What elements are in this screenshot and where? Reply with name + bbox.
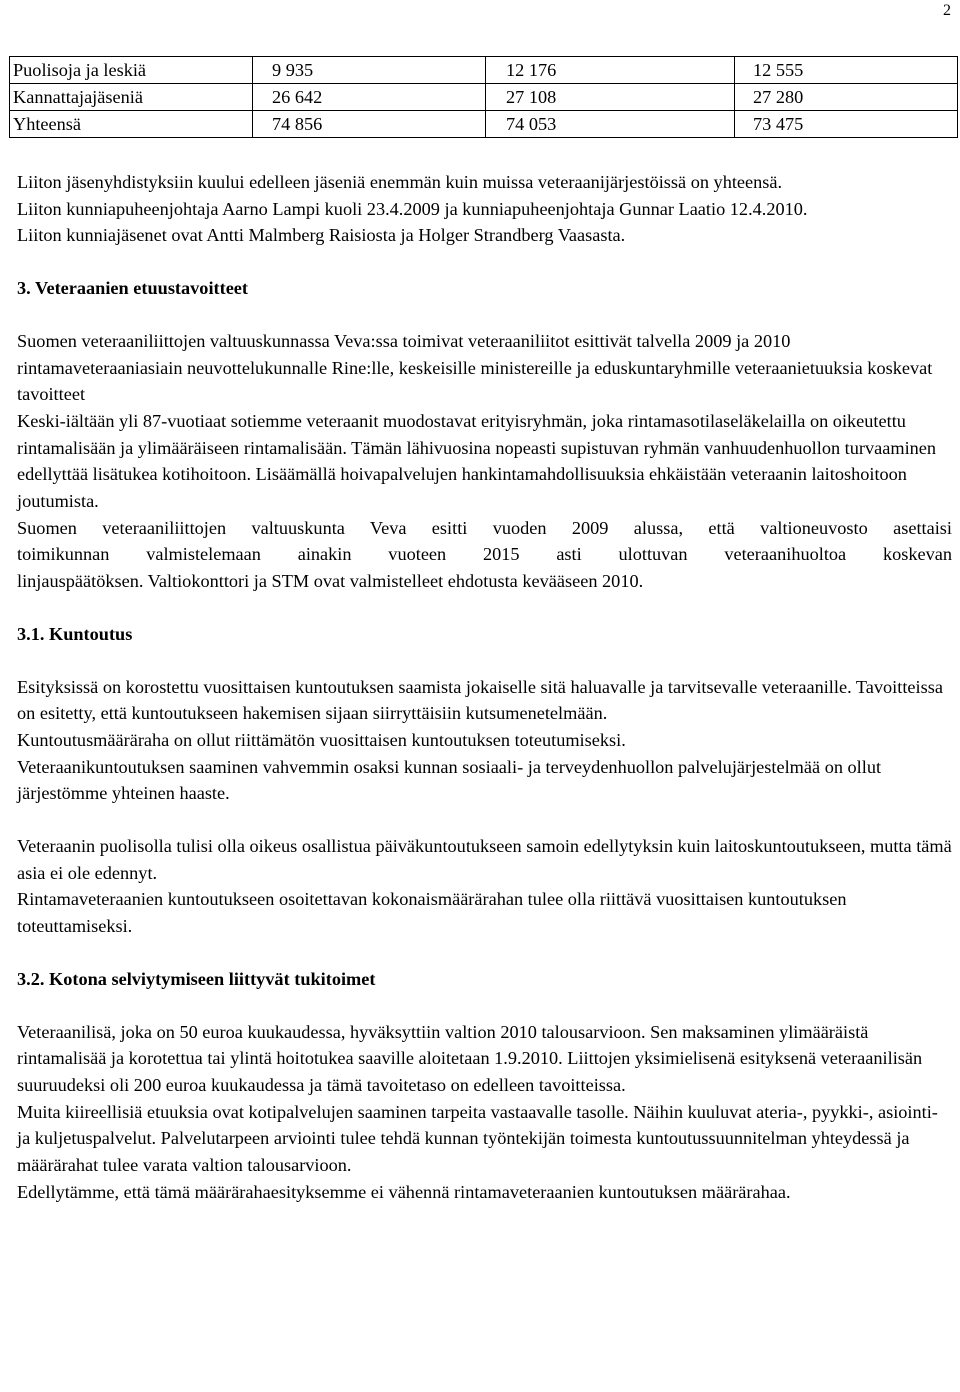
- section-paragraph: Muita kiireellisiä etuuksia ovat kotipalvelujen saaminen tarpeita vastaavalle tasolle. Näihin kuuluvat ateria-, pyykki-, asiointi- ja kuljetuspalvelut. Palvelutarpeen arviointi tulee tehdä kunnan työntekijän toimesta kuntoutussuunnitelman yhteydessä ja määrärahat tulee varata valtion talousarvioon.: [17, 1101, 938, 1176]
- table-cell: 27 280: [735, 84, 958, 111]
- document-body: [17, 169, 952, 1206]
- section-paragraph: Veteraanilisä, joka on 50 euroa kuukaudessa, hyväksyttiin valtion 2010 talousarvioon. Sen maksaminen ylimääräistä rintamalisää ja korotettua tai ylintä hoitotukea saaville aloitetaan 1.9.2010. Liittojen yksimielisenä esityksenä veteraanilisän suuruudeksi oli 200 euroa kuukaudessa ja tämä tavoitetaso on edelleen tavoitteissa.: [17, 1021, 923, 1095]
- table-cell: 27 108: [486, 84, 735, 111]
- section-heading: 3. Veteraanien etuustavoitteet: [17, 278, 249, 299]
- table-cell: 74 856: [253, 111, 486, 138]
- section-paragraph: Keski-iältään yli 87-vuotiaat sotiemme veteraanit muodostavat erityisryhmän, joka rintamasotilaseläkelailla on oikeutettu rintamalisään ja ylimääräiseen rintamalisään. Tämän lähivuosina nopeasti supistuvan ryhmän vanhuudenhuollon turvaaminen edellyttää lisätukea kotihoitoon. Lisäämällä hoivapalvelujen hankintamahdollisuuksia ehkäistään veteraanin laitoshoitoon joutumista.: [17, 410, 937, 512]
- page-number: 2: [943, 2, 951, 19]
- table-cell: 12 555: [735, 57, 958, 84]
- table-cell: Puolisoja ja leskiä: [10, 57, 253, 84]
- section-paragraph: Esityksissä on korostettu vuosittaisen kuntoutuksen saamista jokaiselle sitä haluavalle ja tarvitsevalle veteraanille. Tavoitteissa on esitetty, että kuntoutukseen hakemisen sijaan siirryttäisiin kutsumenetelmään.: [17, 676, 943, 724]
- section-paragraph-line: Suomen veteraaniliittojen valtuuskunta Veva esitti vuoden 2009 alussa, että valtioneuvosto asettaisi: [17, 517, 952, 538]
- intro-paragraph: Liiton kunniapuheenjohtaja Aarno Lampi kuoli 23.4.2009 ja kunniapuheenjohtaja Gunnar Laatio 12.4.2010.: [17, 198, 808, 219]
- section-paragraph: Edellytämme, että tämä määrärahaesityksemme ei vähennä rintamaveteraanien kuntoutuksen määrärahaa.: [17, 1181, 791, 1202]
- table-row: [10, 111, 958, 138]
- table-cell: 26 642: [253, 84, 486, 111]
- section-paragraph: Suomen veteraaniliittojen valtuuskunnassa Veva:ssa toimivat veteraaniliitot esittivät talvella 2009 ja 2010 rintamaveteraaniasiain neuvottelukunnalle Rine:lle, keskeisille ministereille ja eduskuntaryhmille veteraanietuuksia koskevat tavoitteet: [17, 330, 933, 405]
- intro-paragraph: Liiton kunniajäsenet ovat Antti Malmberg Raisiosta ja Holger Strandberg Vaasasta.: [17, 225, 626, 246]
- membership-table: [9, 56, 958, 138]
- intro-paragraph: Liiton jäsenyhdistyksiin kuului edelleen jäseniä enemmän kuin muissa veteraanijärjestöissä on yhteensä.: [17, 172, 783, 192]
- section-heading: 3.1. Kuntoutus: [17, 623, 133, 644]
- table-row: [10, 57, 958, 84]
- table-cell: 12 176: [486, 57, 735, 84]
- section-paragraph: Veteraanikuntoutuksen saaminen vahvemmin osaksi kunnan sosiaali- ja terveydenhuollon palvelujärjestelmää on ollut järjestömme yhteinen haaste.: [17, 756, 882, 804]
- table-cell: 73 475: [735, 111, 958, 138]
- section-paragraph-line: toimikunnan valmistelemaan ainakin vuoteen 2015 asti ulottuvan veteraanihuoltoa koskevan: [17, 544, 952, 565]
- section-paragraph: Veteraanin puolisolla tulisi olla oikeus osallistua päiväkuntoutukseen samoin edellytyksin kuin laitoskuntoutukseen, mutta tämä asia ei ole edennyt.: [17, 836, 952, 883]
- table-cell: Kannattajajäseniä: [10, 84, 253, 111]
- section-paragraph: Kuntoutusmääräraha on ollut riittämätön vuosittaisen kuntoutuksen toteutumiseksi.: [17, 729, 626, 750]
- table-row: [10, 84, 958, 111]
- table-cell: Yhteensä: [10, 111, 253, 138]
- section-heading: 3.2. Kotona selviytymiseen liittyvät tukitoimet: [17, 968, 376, 989]
- section-paragraph-line: linjauspäätöksen. Valtiokonttori ja STM ovat valmistelleet ehdotusta kevääseen 2010.: [17, 571, 644, 592]
- table-cell: 9 935: [253, 57, 486, 84]
- table-cell: 74 053: [486, 111, 735, 138]
- section-paragraph: Rintamaveteraanien kuntoutukseen osoitettavan kokonaismäärärahan tulee olla riittävä vuosittaisen kuntoutuksen toteuttamiseksi.: [17, 889, 847, 937]
